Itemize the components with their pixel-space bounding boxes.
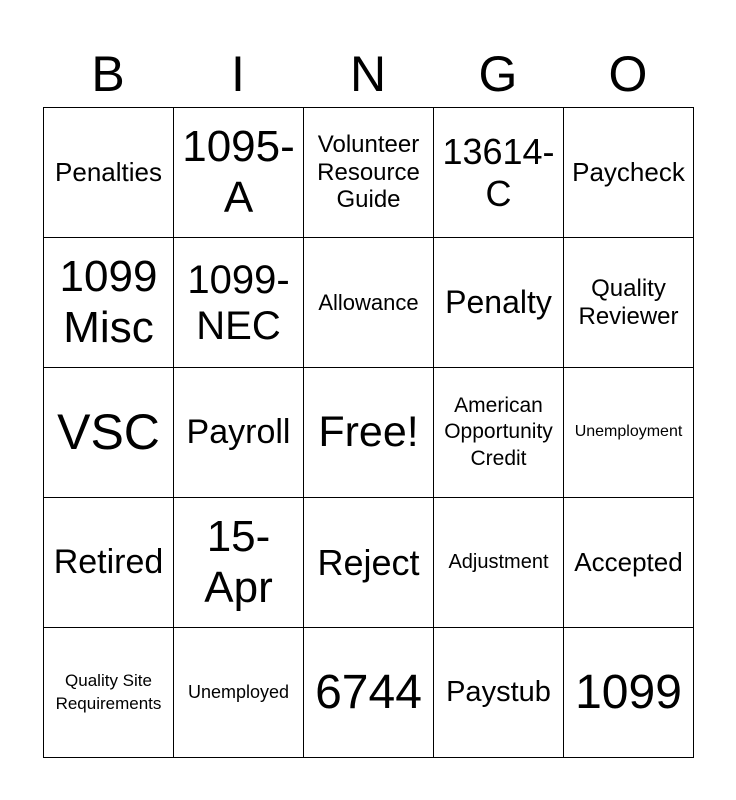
bingo-header: [43, 40, 693, 108]
board-row: [44, 238, 694, 368]
bingo-cell[interactable]: American Opportunity Credit: [434, 368, 564, 498]
free-space-cell[interactable]: Free!: [304, 368, 434, 498]
bingo-cell[interactable]: VSC: [44, 368, 174, 498]
header-letter-o: O: [608, 46, 648, 102]
header-letter-g: G: [478, 46, 518, 102]
bingo-cell[interactable]: 15-Apr: [174, 498, 304, 628]
board-row: [44, 628, 694, 758]
bingo-cell[interactable]: Retired: [44, 498, 174, 628]
bingo-cell[interactable]: 1099-NEC: [174, 238, 304, 368]
bingo-cell[interactable]: Reject: [304, 498, 434, 628]
header-letter-b: B: [91, 46, 125, 102]
bingo-cell[interactable]: Volunteer Resource Guide: [304, 108, 434, 238]
board-row: [44, 368, 694, 498]
bingo-cell[interactable]: Quality Reviewer: [564, 238, 694, 368]
bingo-cell[interactable]: 13614-C: [434, 108, 564, 238]
board-row: [44, 498, 694, 628]
bingo-cell[interactable]: 1099 Misc: [44, 238, 174, 368]
bingo-cell[interactable]: Unemployment: [564, 368, 694, 498]
bingo-cell[interactable]: 6744: [304, 628, 434, 758]
bingo-cell[interactable]: Penalties: [44, 108, 174, 238]
bingo-cell[interactable]: Accepted: [564, 498, 694, 628]
header-letter-i: I: [231, 46, 245, 102]
bingo-cell[interactable]: Allowance: [304, 238, 434, 368]
bingo-cell[interactable]: Quality Site Requirements: [44, 628, 174, 758]
bingo-board: [43, 107, 694, 758]
bingo-cell[interactable]: 1095-A: [174, 108, 304, 238]
bingo-cell[interactable]: 1099: [564, 628, 694, 758]
bingo-cell[interactable]: Adjustment: [434, 498, 564, 628]
header-letter-n: N: [349, 46, 387, 102]
board-row: [44, 108, 694, 238]
bingo-cell[interactable]: Paystub: [434, 628, 564, 758]
bingo-cell[interactable]: Paycheck: [564, 108, 694, 238]
bingo-cell[interactable]: Unemployed: [174, 628, 304, 758]
bingo-cell[interactable]: Payroll: [174, 368, 304, 498]
bingo-cell[interactable]: Penalty: [434, 238, 564, 368]
